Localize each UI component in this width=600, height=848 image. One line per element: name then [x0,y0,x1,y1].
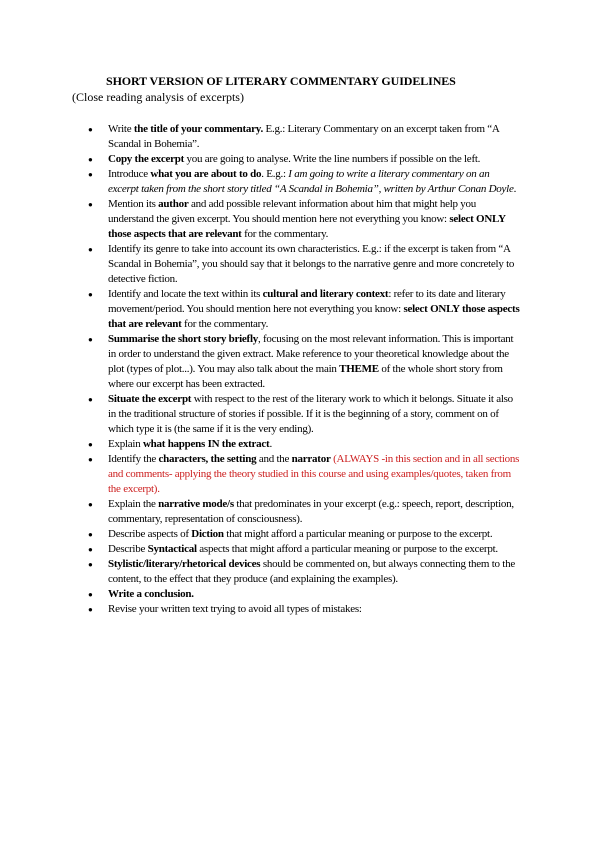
guideline-item [0,497,600,527]
bold-text: Write a conclusion. [108,588,194,600]
bold-text: author [158,198,189,210]
item-text: E.g.: Literary Commentary on an excerpt taken from “A Scandal in Bohemia”. [108,123,500,150]
guideline-item [0,437,600,452]
guideline-item [0,542,600,557]
guidelines-list [0,122,600,617]
item-text: Revise your written text trying to avoid all types of mistakes: [108,603,362,615]
guideline-item [0,332,600,392]
guideline-item [0,152,600,167]
bold-text: characters, the setting [158,453,257,465]
bold-text: THEME [339,363,379,375]
item-text: Explain [108,438,143,450]
bold-text: narrative mode/s [158,498,234,510]
item-text: Write [108,123,134,135]
bold-text: cultural and literary context [262,288,389,300]
guideline-item [0,122,600,152]
document-title: SHORT VERSION OF LITERARY COMMENTARY GUIDELINES [106,74,456,88]
item-text: aspects that might afford a particular meaning or purpose to the excerpt. [196,543,498,555]
guideline-item [0,602,600,617]
red-note-text: (ALWAYS -in this section and in all sections and comments- applying the theory studied in this course and using examples/quotes, taken from the excerpt). [108,453,520,495]
item-text: Identify and locate the text within its [108,288,263,300]
guideline-item [0,167,600,197]
bold-text: Summarise the short story briefly [108,333,259,345]
item-text: for the commentary. [241,228,329,240]
item-text: should be commented on, but always connecting them to the content, to the effect that they produce (and explaining the examples). [108,558,515,585]
item-text: . [269,438,272,450]
guideline-item [0,242,600,287]
item-text: , focusing on the most relevant information. This is important in order to understand the given extract. Make reference to your theoretical knowledge about the plot (types of plot...). You may also talk about the main [108,333,514,375]
bold-text: Stylistic/literary/rhetorical devices [108,558,261,570]
item-text: Describe aspects of [108,528,192,540]
guideline-item [0,287,600,332]
item-text: : refer to its date and literary movement/period. You should mention here not everything you know: [108,288,506,315]
bold-text: Situate the excerpt [108,393,192,405]
bold-text: what you are about to do [150,168,262,180]
item-text: and add possible relevant information about him that might help you understand the given excerpt. You should mention here not everything you know: [108,198,477,225]
item-text: and the [256,453,292,465]
bold-text: select ONLY those aspects that are relevant [108,213,506,240]
item-text: Mention its [108,198,159,210]
item-text: Identify the [108,453,159,465]
item-text: Introduce [108,168,151,180]
item-text: . [513,183,517,195]
bold-text: Copy the excerpt [108,153,185,165]
guideline-item [0,392,600,437]
guideline-item [0,557,600,587]
item-text: that might afford a particular meaning or purpose to the excerpt. [223,528,493,540]
item-text: Identify its genre to take into account its own characteristics. E.g.: if the excerpt is taken from “A Scandal in Bohemia”, you should say that it belongs to the narrative genre and more concretely to detective fiction. [108,243,515,285]
bold-text: select ONLY those aspects that are relevant [108,303,520,330]
guideline-item [0,527,600,542]
guideline-item [0,452,600,497]
item-text: you are going to analyse. Write the line numbers if possible on the left. [184,153,481,165]
bold-text: Diction [191,528,224,540]
bold-text: Syntactical [147,543,197,555]
item-text: Explain the [108,498,159,510]
item-text: Describe [108,543,148,555]
item-text: for the commentary. [181,318,269,330]
bold-text: narrator [291,453,331,465]
guideline-item [0,197,600,242]
item-text: with respect to the rest of the literary work to which it belongs. Situate it also in the traditional structure of stories if possible. If it is the beginning of a story, comment on of which type it is (the same if it is the very ending). [108,393,513,435]
italic-text: I am going to write a literary commentary on an excerpt taken from the short story titled “A Scandal in Bohemia”, written by Arthur Conan Doyle [108,168,514,195]
document-subtitle: (Close reading analysis of excerpts) [72,90,244,104]
bold-text: the title of your commentary. [133,123,263,135]
item-text: of the whole short story from where our excerpt has been extracted. [108,363,503,390]
item-text: that predominates in your excerpt (e.g.: speech, report, description, commentary, representation of consciousness). [108,498,514,525]
bold-text: what happens IN the extract [142,438,270,450]
item-text: . E.g.: [261,168,289,180]
guideline-item [0,587,600,602]
